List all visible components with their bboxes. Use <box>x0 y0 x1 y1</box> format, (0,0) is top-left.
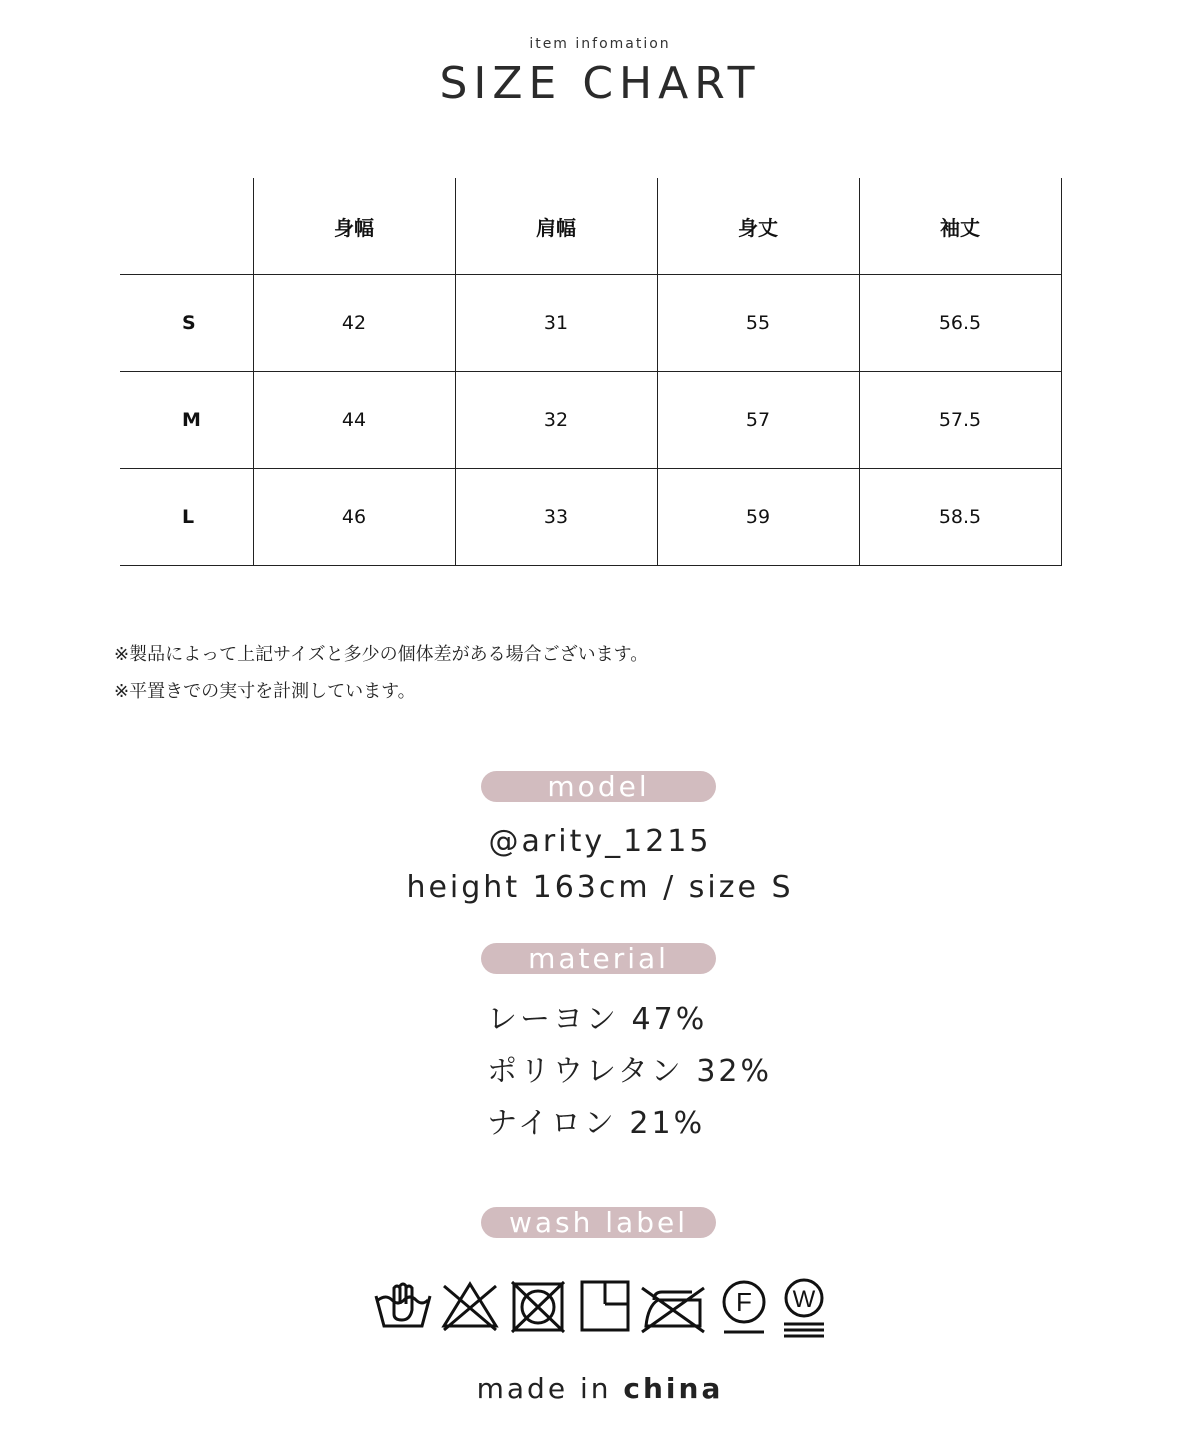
dry-clean-f-icon <box>724 1282 764 1332</box>
column-header: 身幅 <box>253 178 455 275</box>
table-cell: 33 <box>455 469 657 566</box>
table-cell: 44 <box>253 372 455 469</box>
wet-clean-letter: W <box>792 1286 816 1313</box>
wash-icons <box>372 1274 832 1340</box>
material-item: レーヨン 47% <box>487 1002 708 1037</box>
table-cell: 46 <box>253 469 455 566</box>
no-tumble-dry-icon <box>512 1282 564 1332</box>
table-cell: 58.5 <box>859 469 1061 566</box>
size-notes <box>114 636 648 710</box>
table-cell: 55 <box>657 275 859 372</box>
table-cell: 59 <box>657 469 859 566</box>
row-size-label: M <box>120 372 253 469</box>
table-cell: 32 <box>455 372 657 469</box>
material-item: ナイロン 21% <box>487 1106 706 1141</box>
origin-prefix: made in <box>476 1372 612 1405</box>
table-row <box>120 469 1061 566</box>
model-info: height 163cm / size S <box>406 870 794 905</box>
row-size-label: L <box>120 469 253 566</box>
table-row <box>120 275 1061 372</box>
origin-country: china <box>623 1372 724 1405</box>
model-handle: @arity_1215 <box>488 824 712 859</box>
section-subtitle: item infomation <box>529 36 671 52</box>
table-cell: 31 <box>455 275 657 372</box>
no-iron-icon <box>642 1288 704 1332</box>
note-line: ※製品によって上記サイズと多少の個体差がある場合ございます。 <box>114 644 649 665</box>
model-label-pill: model <box>481 771 716 802</box>
column-header: 袖丈 <box>859 178 1061 275</box>
table-cell: 56.5 <box>859 275 1061 372</box>
row-size-label: S <box>120 275 253 372</box>
wash-label-pill: wash label <box>481 1207 716 1238</box>
size-chart-table <box>120 178 1062 566</box>
material-item: ポリウレタン 32% <box>487 1054 773 1089</box>
no-bleach-icon <box>444 1284 496 1330</box>
material-label-pill: material <box>481 943 716 974</box>
wet-clean-w-icon <box>784 1280 824 1336</box>
table-corner-cell <box>120 178 253 275</box>
table-cell: 57.5 <box>859 372 1061 469</box>
table-row <box>120 372 1061 469</box>
table-header-row <box>120 178 1061 275</box>
dry-clean-letter: F <box>736 1287 752 1317</box>
line-dry-shade-icon <box>582 1282 628 1330</box>
column-header: 身丈 <box>657 178 859 275</box>
note-line: ※平置きでの実寸を計測しています。 <box>114 681 416 702</box>
table-cell: 42 <box>253 275 455 372</box>
table-cell: 57 <box>657 372 859 469</box>
country-of-origin <box>0 1372 1200 1405</box>
page-title: SIZE CHART <box>439 58 761 109</box>
hand-wash-icon <box>376 1284 430 1326</box>
column-header: 肩幅 <box>455 178 657 275</box>
